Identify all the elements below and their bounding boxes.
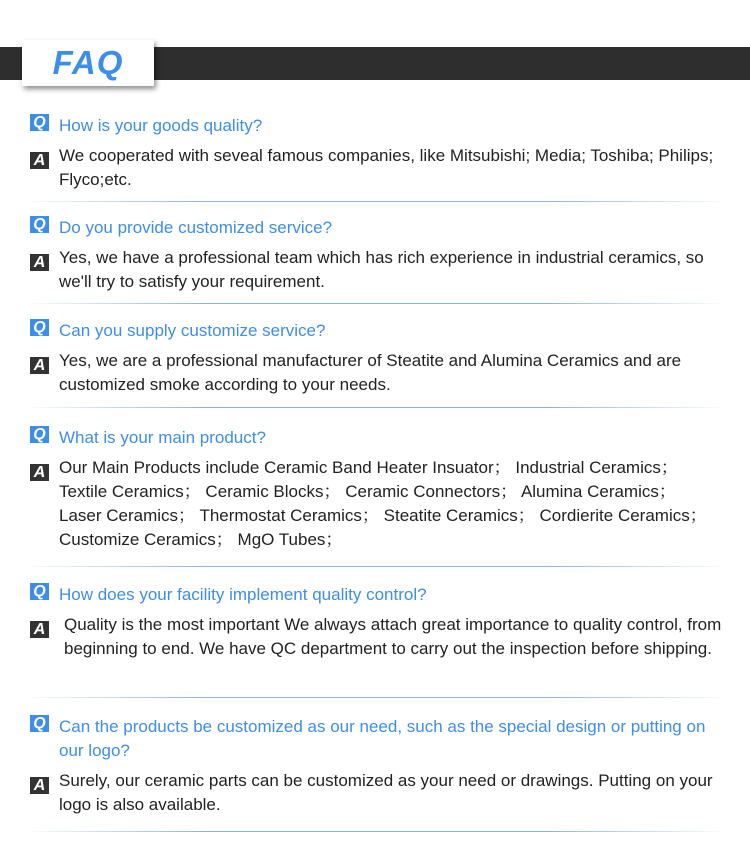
faq-title-box bbox=[22, 40, 154, 86]
answer-badge-icon: A bbox=[30, 357, 49, 374]
faq-answer: Yes, we are a professional manufacturer of Steatite and Alumina Ceramics and are customized smoke according to your needs. bbox=[59, 351, 682, 394]
question-badge-icon: Q bbox=[30, 583, 49, 600]
faq-item bbox=[30, 715, 722, 817]
divider bbox=[30, 201, 722, 202]
question-badge-icon: Q bbox=[30, 319, 49, 336]
faq-answer: Our Main Products include Ceramic Band Heater Insuator； Industrial Ceramics； Textile Ceramics； Ceramic Blocks； Ceramic Connectors； Alumina Ceramics； Laser Ceramics； Thermostat Ceramics； Steatite Ceramics； Cordierite Ceramics； Customize Ceramics； MgO Tubes； bbox=[59, 458, 707, 549]
faq-answer: Yes, we have a professional team which has rich experience in industrial ceramics, so we'll try to satisfy your requirement. bbox=[59, 248, 704, 291]
faq-answer: We cooperated with seveal famous companies, like Mitsubishi; Media; Toshiba; Philips; Flyco;etc. bbox=[59, 146, 714, 189]
answer-badge-icon: A bbox=[30, 464, 49, 481]
faq-item bbox=[30, 114, 722, 192]
faq-question: Can the products be customized as our need, such as the special design or putting on our logo? bbox=[59, 717, 706, 760]
question-badge-icon: Q bbox=[30, 715, 49, 732]
page-title: FAQ bbox=[52, 44, 124, 81]
faq-item bbox=[30, 426, 722, 552]
faq-answer: Surely, our ceramic parts can be customized as your need or drawings. Putting on your logo is also available. bbox=[59, 771, 713, 814]
divider bbox=[30, 831, 722, 832]
answer-badge-icon: A bbox=[30, 621, 49, 638]
faq-item bbox=[30, 216, 722, 294]
question-badge-icon: Q bbox=[30, 426, 49, 443]
faq-question: How is your goods quality? bbox=[59, 116, 263, 135]
question-badge-icon: Q bbox=[30, 114, 49, 131]
faq-item bbox=[30, 583, 722, 661]
faq-question: Do you provide customized service? bbox=[59, 218, 333, 237]
faq-answer: Quality is the most important We always attach great importance to quality control, from beginning to end. We have QC department to carry out the inspection before shipping. bbox=[64, 615, 722, 658]
faq-question: What is your main product? bbox=[59, 428, 266, 447]
divider bbox=[30, 407, 722, 408]
answer-badge-icon: A bbox=[30, 254, 49, 271]
divider bbox=[30, 303, 722, 304]
question-badge-icon: Q bbox=[30, 216, 49, 233]
answer-badge-icon: A bbox=[30, 152, 49, 169]
faq-question: How does your facility implement quality control? bbox=[59, 585, 427, 604]
faq-question: Can you supply customize service? bbox=[59, 321, 326, 340]
divider bbox=[30, 566, 722, 567]
divider bbox=[30, 697, 722, 698]
answer-badge-icon: A bbox=[30, 777, 49, 794]
faq-item bbox=[30, 319, 722, 397]
